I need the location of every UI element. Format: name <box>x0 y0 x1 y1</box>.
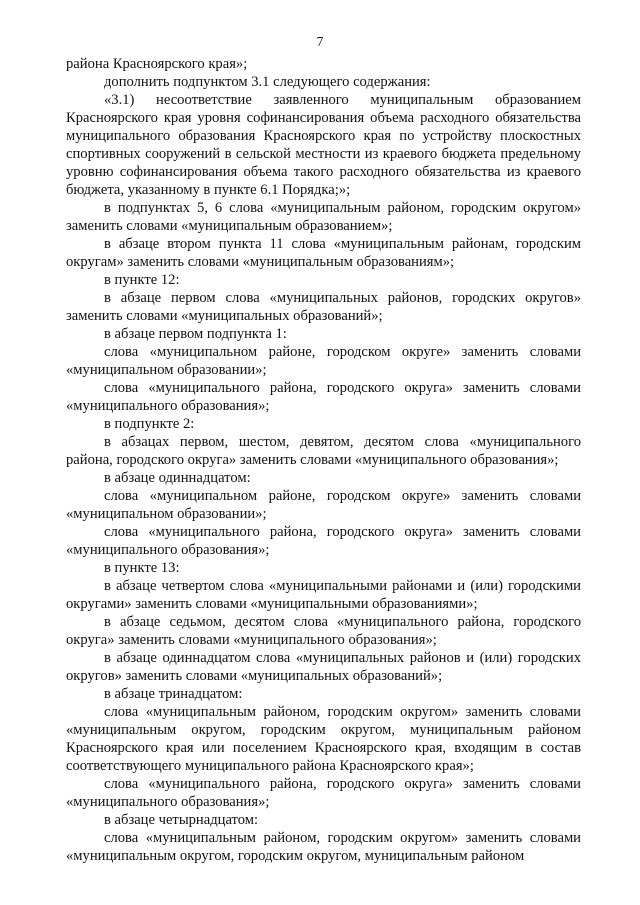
paragraph: слова «муниципального района, городского округа» заменить словами «муниципального образования»; <box>66 776 581 810</box>
paragraph: в абзаце седьмом, десятом слова «муниципального района, городского округа» заменить словами «муниципального образования»; <box>66 614 581 648</box>
paragraph: в абзаце первом слова «муниципальных районов, городских округов» заменить словами «муниципальных образований»; <box>66 290 581 324</box>
paragraph: в абзаце четырнадцатом: <box>104 812 259 828</box>
paragraph: слова «муниципального района, городского округа» заменить словами «муниципального образования»; <box>66 524 581 558</box>
document-body <box>66 55 581 865</box>
paragraph: в абзаце тринадцатом: <box>104 686 243 702</box>
paragraph: в подпунктах 5, 6 слова «муниципальным районом, городским округом» заменить словами «муниципальным образованием»; <box>66 200 581 234</box>
paragraph: в абзаце одиннадцатом слова «муниципальных районов и (или) городских округов» заменить словами «муниципальных образований»; <box>66 650 581 684</box>
paragraph: слова «муниципальным районом, городским округом» заменить словами «муниципальным округом, городским округом, муниципальным районом Красноярского края или поселением Красноярского края, входящим в состав соответствующего муниципального района Красноярского края»; <box>66 704 581 774</box>
paragraph: в абзацах первом, шестом, девятом, десятом слова «муниципального района, городского округа» заменить словами «муниципального образования»; <box>66 434 581 468</box>
page-number: 7 <box>316 34 324 49</box>
paragraph: в абзаце втором пункта 11 слова «муниципальным районам, городским округам» заменить словами «муниципальным образованиям»; <box>66 236 581 270</box>
paragraph: слова «муниципальном районе, городском округе» заменить словами «муниципальном образовании»; <box>66 488 581 522</box>
paragraph: «3.1) несоответствие заявленного муниципальным образованием Красноярского края уровня софинансирования объема расходного обязательства муниципального образования Красноярского края по устройству плоскостных спортивных сооружений в сельской местности из краевого бюджета предельному уровню софинансирования объема такого расходного обязательства из краевого бюджета, указанному в пункте 6.1 Порядка;»; <box>66 92 581 198</box>
paragraph: в абзаце первом подпункта 1: <box>104 326 287 342</box>
paragraph: дополнить подпунктом 3.1 следующего содержания: <box>104 74 431 90</box>
paragraph: в абзаце четвертом слова «муниципальными районами и (или) городскими округами» заменить словами «муниципальными образованиями»; <box>66 578 581 612</box>
paragraph: в пункте 13: <box>104 560 180 576</box>
paragraph: района Красноярского края»; <box>66 56 248 72</box>
paragraph: слова «муниципального района, городского округа» заменить словами «муниципального образования»; <box>66 380 581 414</box>
paragraph: в пункте 12: <box>104 272 180 288</box>
paragraph: слова «муниципальном районе, городском округе» заменить словами «муниципальном образовании»; <box>66 344 581 378</box>
paragraph: слова «муниципальным районом, городским округом» заменить словами «муниципальным округом, городским округом, муниципальным районом <box>66 830 581 864</box>
paragraph: в абзаце одиннадцатом: <box>104 470 251 486</box>
paragraph: в подпункте 2: <box>104 416 195 432</box>
